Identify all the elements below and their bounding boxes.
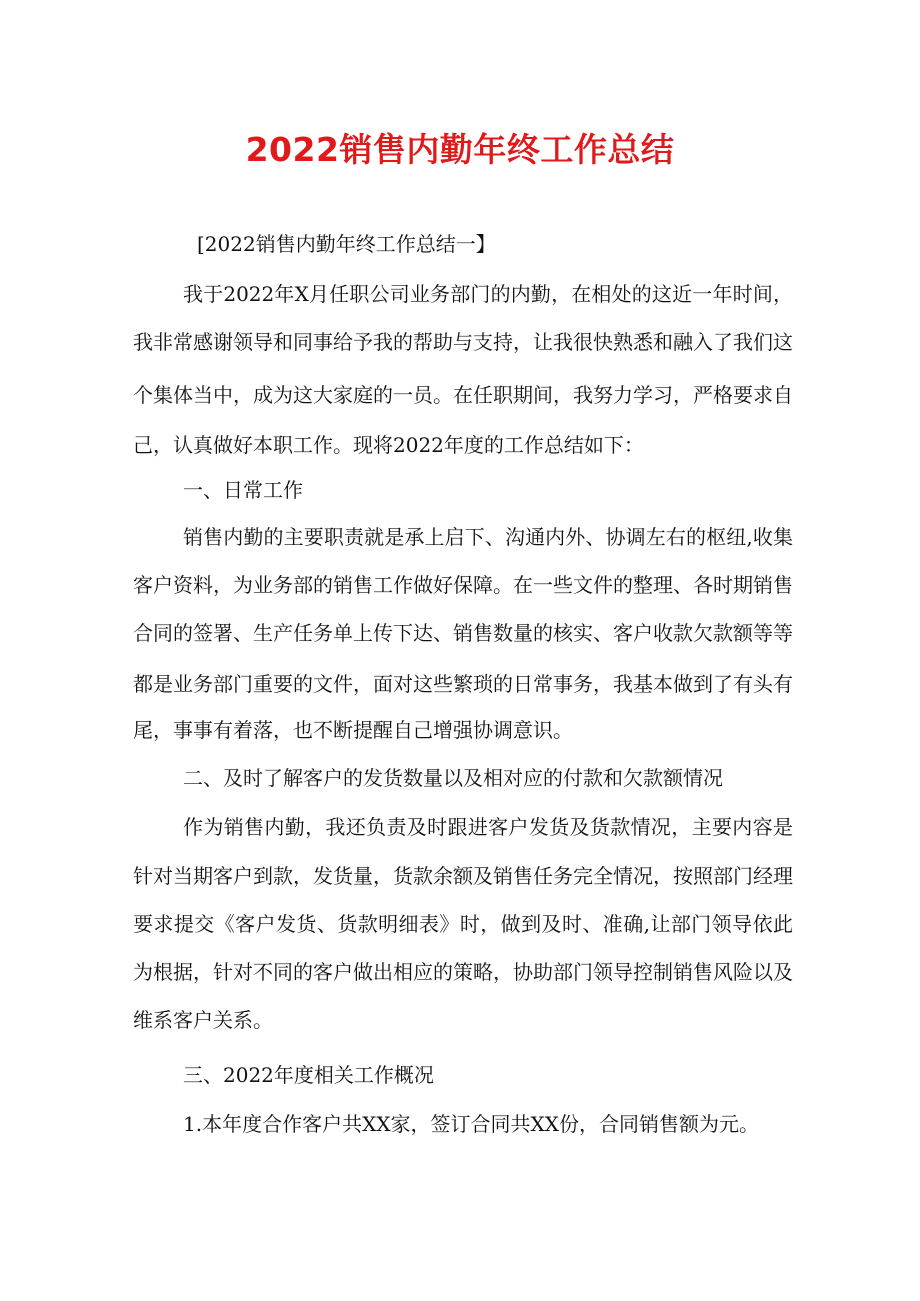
heading-customer-shipments: 二、及时了解客户的发货数量以及相对应的付款和欠款额情况: [183, 766, 723, 790]
para1-line-2: 客户资料，为业务部的销售工作做好保障。在一些文件的整理、各时期销售: [133, 573, 793, 597]
para1-line-5: 尾，事事有着落，也不断提醒自己增强协调意识。: [133, 718, 573, 742]
intro-line-3: 个集体当中，成为这大家庭的一员。在任职期间，我努力学习，严格要求自: [133, 383, 793, 407]
para2-line-4: 为根据，针对不同的客户做出相应的策略，协助部门领导控制销售风险以及: [133, 960, 793, 984]
para2-line-2: 针对当期客户到款，发货量，货款余额及销售任务完全情况，按照部门经理: [133, 864, 793, 888]
intro-line-1: 我于2022年X月任职公司业务部门的内勤，在相处的这近一年时间，: [183, 282, 793, 306]
overview-item-1: 1.本年度合作客户共XX家，签订合同共XX份，合同销售额为元。: [183, 1112, 760, 1136]
intro-line-2: 我非常感谢领导和同事给予我的帮助与支持，让我很快熟悉和融入了我们这: [133, 330, 793, 354]
para2-line-5: 维系客户关系。: [133, 1008, 273, 1032]
document-title: 2022销售内勤年终工作总结: [245, 130, 675, 169]
heading-annual-overview: 三、2022年度相关工作概况: [183, 1063, 434, 1087]
para1-line-1: 销售内勤的主要职责就是承上启下、沟通内外、协调左右的枢纽,收集: [183, 525, 793, 549]
para2-line-1: 作为销售内勤，我还负责及时跟进客户发货及货款情况，主要内容是: [183, 815, 793, 839]
section-label: [2022销售内勤年终工作总结一】: [197, 232, 496, 256]
intro-line-4: 己，认真做好本职工作。现将2022年度的工作总结如下：: [133, 433, 644, 457]
heading-daily-work: 一、日常工作: [183, 478, 303, 502]
para1-line-3: 合同的签署、生产任务单上传下达、销售数量的核实、客户收款欠款额等等: [133, 621, 793, 645]
para2-line-3: 要求提交《客户发货、货款明细表》时，做到及时、准确,让部门领导依此: [133, 912, 793, 936]
para1-line-4: 都是业务部门重要的文件，面对这些繁琐的日常事务，我基本做到了有头有: [133, 672, 793, 696]
